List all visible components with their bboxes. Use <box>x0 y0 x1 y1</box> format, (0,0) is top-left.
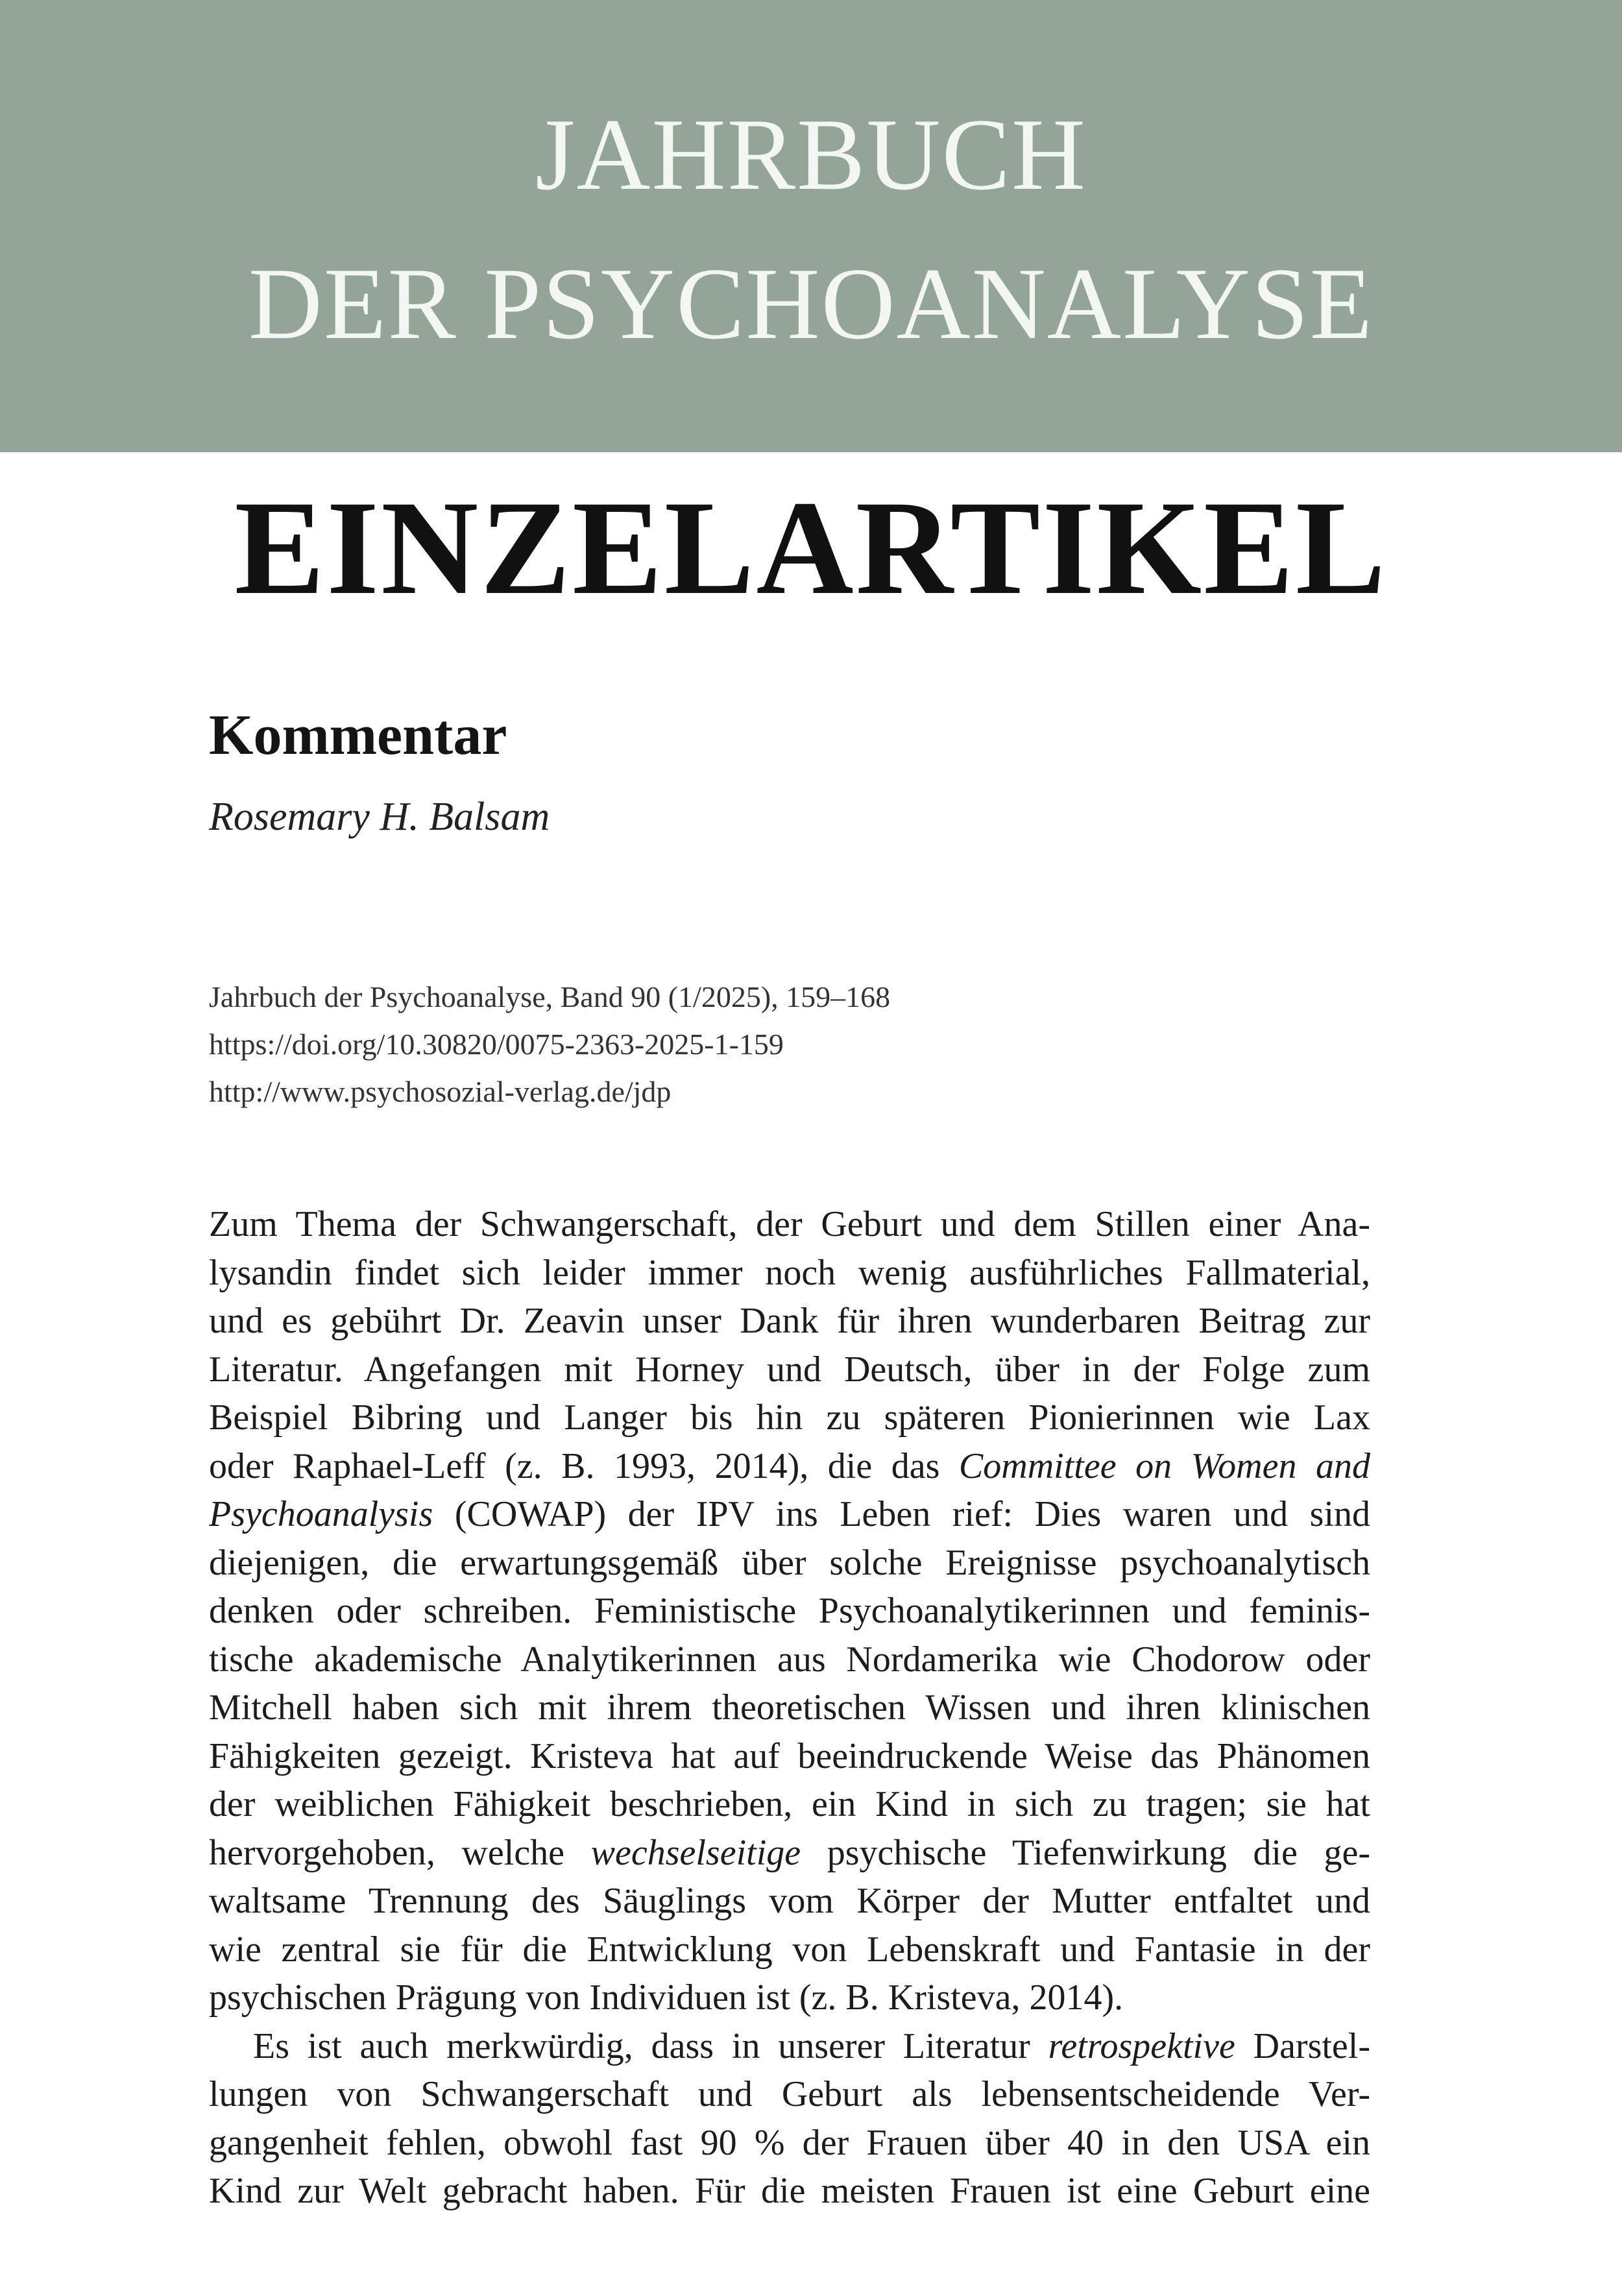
body-line: gangenheit fehlen, obwohl fast 90 % der Frauen über 40 in den USA ein <box>209 2122 1370 2163</box>
body-line: Zum Thema der Schwangerschaft, der Geburt und dem Stillen einer Ana- <box>209 1204 1370 1244</box>
body-line: wie zentral sie für die Entwicklung von Lebenskraft und Fantasie in der <box>209 1929 1370 1970</box>
journal-banner <box>0 0 1622 452</box>
article-body <box>209 1200 1370 2216</box>
emphasis: Committee on Women and <box>958 1445 1370 1486</box>
body-line: der weiblichen Fähigkeit beschrieben, ein Kind in sich zu tragen; sie hat <box>209 1784 1370 1824</box>
body-line: Kind zur Welt gebracht haben. Für die meisten Frauen ist eine Geburt eine <box>209 2171 1370 2211</box>
emphasis: wechselseitige <box>590 1832 801 1873</box>
article-author: Rosemary H. Balsam <box>209 795 550 839</box>
body-line: lungen von Schwangerschaft und Geburt als lebensentscheidende Ver- <box>209 2074 1370 2114</box>
emphasis: Psychoanalysis <box>209 1494 433 1534</box>
body-line: Fähigkeiten gezeigt. Kristeva hat auf beeindruckende Weise das Phänomen <box>209 1735 1370 1776</box>
journal-title-line-2: DER PSYCHOANALYSE <box>248 247 1374 361</box>
body-line: Beispiel Bibring und Langer bis hin zu späteren Pionierinnen wie Lax <box>209 1397 1370 1438</box>
body-line: Psychoanalysis (COWAP) der IPV ins Leben rief: Dies waren und sind <box>209 1494 1370 1534</box>
body-line: tische akademische Analytikerinnen aus Nordamerika wie Chodorow oder <box>209 1639 1370 1680</box>
body-line: diejenigen, die erwartungsgemäß über solche Ereignisse psychoanalytisch <box>209 1542 1370 1583</box>
body-line: waltsame Trennung des Säuglings vom Körper der Mutter entfaltet und <box>209 1881 1370 1921</box>
publisher-link[interactable]: http://www.psychosozial-verlag.de/jdp <box>209 1075 672 1108</box>
article-title: Kommentar <box>209 704 507 767</box>
body-line: und es gebührt Dr. Zeavin unser Dank für ihren wunderbaren Beitrag zur <box>209 1301 1370 1341</box>
body-line: psychischen Prägung von Individuen ist (z. B. Kristeva, 2014). <box>209 1977 1124 2018</box>
body-line: Es ist auch merkwürdig, dass in unserer Literatur retrospektive Darstel- <box>253 2025 1370 2066</box>
body-line: oder Raphael-Leff (z. B. 1993, 2014), die das Committee on Women and <box>209 1445 1370 1486</box>
citation-block <box>209 973 890 1115</box>
doi-link[interactable]: https://doi.org/10.30820/0075-2363-2025-1-159 <box>209 1028 784 1061</box>
body-line: denken oder schreiben. Feministische Psychoanalytikerinnen und feminis- <box>209 1591 1370 1631</box>
body-line: lysandin findet sich leider immer noch wenig ausführliches Fallmaterial, <box>209 1252 1370 1293</box>
emphasis: retrospektive <box>1048 2025 1235 2066</box>
journal-title-line-1: JAHRBUCH <box>535 98 1087 211</box>
section-label: EINZELARTIKEL <box>234 473 1388 622</box>
body-line: Literatur. Angefangen mit Horney und Deutsch, über in der Folge zum <box>209 1349 1370 1390</box>
body-line: Mitchell haben sich mit ihrem theoretischen Wissen und ihren klinischen <box>209 1687 1370 1728</box>
citation-text: Jahrbuch der Psychoanalyse, Band 90 (1/2025), 159–168 <box>209 980 891 1013</box>
body-line: hervorgehoben, welche wechselseitige psychische Tiefenwirkung die ge- <box>209 1832 1370 1873</box>
